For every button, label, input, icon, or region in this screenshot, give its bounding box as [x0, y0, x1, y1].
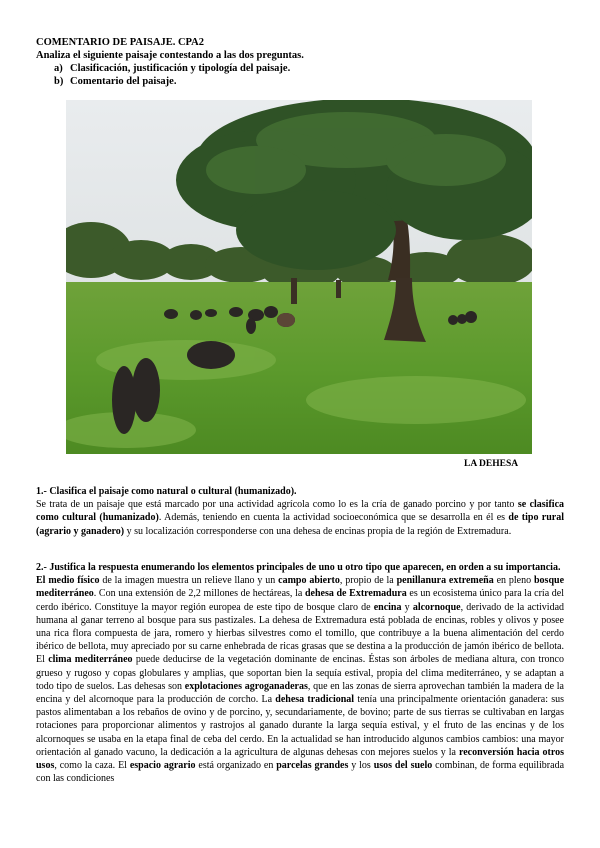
answer-2-run: , derivado de la actividad humana al ganar terreno al bosque para sus pastizales. La dehesa de Extremadura está poblada de encinas, robles y olivos y posee una rica flora compuesta de jara, romero y hierbas silvestres como el tomillo, que contribuye a la buena alimentación del cerdo ibérico de bellota, muy apreciado por su carne enhebrada de ricas grasas que se destina a la producción de jamón ibérico de bellota. El [36, 601, 565, 666]
answer-1-run: Se trata de un paisaje que está marcado por una actividad agrícola como lo es la cría de ganado porcino y por tanto [36, 499, 518, 511]
answer-2-run: de la imagen muestra un relieve llano y un [99, 575, 279, 587]
answer-2-run: combinan, de forma equilibrada con las condiciones [36, 760, 565, 785]
dehesa-photo [66, 100, 532, 454]
answer-2-run: , que en las zonas de sierra aprovechan también la madera de la encina y del alcornoque para la producción de corcho. La [36, 680, 564, 706]
header-block [36, 36, 304, 88]
photo-caption: LA DEHESA [464, 459, 519, 469]
task-text: Clasificación, justificación y tipología del paisaje. [70, 63, 291, 74]
question-2-heading: 2.- Justifica la respuesta enumerando los elementos principales de uno u otro tipo que aparecen, en orden a su importancia. [36, 562, 561, 573]
answer-2-run: es un ecosistema único para la cría del cerdo ibérico. Constituye la mayor región europea de este tipo de bosque claro de [36, 588, 565, 613]
answer-2-run: . Con una extensión de 2,2 millones de hectáreas, la [93, 588, 305, 600]
answer-2-bold: clima mediterráneo [48, 654, 133, 666]
question-1-block [36, 485, 564, 538]
answer-2-run: , propio de la [339, 575, 397, 587]
answer-2-run: , como la caza. El [54, 760, 130, 772]
answer-2-bold: dehesa de Extremadura [304, 588, 407, 600]
answer-1-run: . Además, teniendo en cuenta la actividad socioeconómica que se desarrolla en él es [158, 512, 509, 524]
answer-2-bold: campo abierto [278, 575, 340, 587]
answer-2-bold: alcornoque [412, 601, 461, 613]
task-item [54, 75, 304, 88]
answer-2-bold: bosque mediterráneo [36, 575, 565, 600]
question-1-heading: 1.- Clasifica el paisaje como natural o cultural (humanizado). [36, 486, 297, 497]
answer-2-run: tenía una principalmente orientación ganadera: sus pastos alimentaban a los rebaños de ovino y de porcino, y, secundariamente, de bovino; parte de sus tierras se cultivaban en largas rotaciones para proporcionar alimentos y rastrojos al ganado durante la larga sequía estival, y el fruto de las encinas y de los alcornoques se usaba en la etapa final de ceba del cerdo. En la actualidad se han introducido algunos cambios cambios: una mayor orientación al ganado vacuno, la dedicación a la agricultura de algunas dehesas con mejores suelos y la [36, 694, 565, 758]
answer-2-bold: penillanura extremeña [396, 575, 494, 587]
task-marker: a) [54, 63, 63, 74]
instruction-text: Analiza el siguiente paisaje contestando a las dos preguntas. [36, 50, 304, 61]
answer-2-run: en pleno [493, 575, 534, 587]
answer-1-bold: de tipo rural (agrario y ganadero) [36, 512, 565, 537]
task-list [36, 62, 304, 88]
answer-2-bold: usos del suelo [373, 760, 433, 772]
answer-2-bold: encina [373, 601, 402, 613]
answer-2-bold: reconversión hacia otros usos [36, 746, 565, 772]
answer-2-bold: espacio agrario [129, 760, 196, 772]
answer-2-bold: dehesa tradicional [275, 694, 355, 706]
question-2-block [36, 561, 564, 785]
task-text: Comentario del paisaje. [70, 76, 177, 87]
answer-2-bold: parcelas grandes [276, 760, 349, 772]
answer-2-bold: explotaciones agroganaderas [184, 680, 308, 692]
answer-2-run: está organizado en [195, 760, 277, 772]
answer-2-run: y los [348, 760, 374, 772]
answer-2-bold: El medio físico [36, 575, 100, 587]
answer-2-text [36, 574, 564, 785]
task-item [54, 62, 304, 75]
answer-1-bold: se clasifica como cultural (humanizado) [36, 499, 565, 524]
document-title: COMENTARIO DE PAISAJE. CPA2 [36, 37, 205, 48]
answer-1-text [36, 498, 564, 538]
answer-2-run: y [401, 601, 413, 613]
answer-2-run: puede deducirse de la vegetación dominante de encinas. Éstas son árboles de mediana altura, con tronco grueso y rugoso y copas globulares y amplias, que soportan bien la sequía estival, propia del clima mediterráneo, y se adaptan a todo tipo de suelos. Las dehesas son [36, 654, 564, 692]
answer-1-run: y su localización corresponderse con una dehesa de encinas propia de la región de Extremadura. [124, 525, 512, 537]
task-marker: b) [54, 76, 64, 87]
